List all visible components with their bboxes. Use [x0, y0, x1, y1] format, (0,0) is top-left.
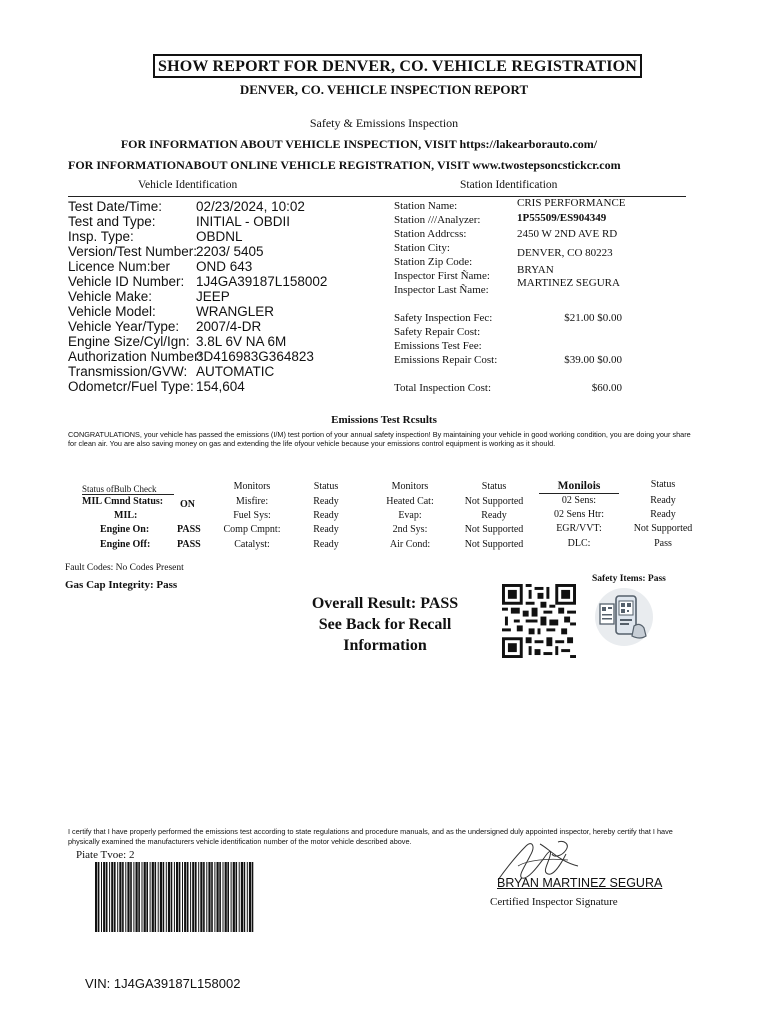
barcode-bar: [187, 862, 189, 932]
barcode-bar: [195, 862, 197, 932]
station-zip-label: Station Zip Code:: [394, 256, 473, 268]
signature-label: Certified Inspector Signature: [490, 896, 618, 908]
barcode-bar: [160, 862, 162, 932]
phone-scan-icon: [594, 586, 654, 648]
barcode-bar: [192, 862, 194, 932]
barcode-bar: [249, 862, 251, 932]
barcode-bar: [136, 862, 138, 932]
barcode-bar: [103, 862, 105, 932]
barcode-bar: [144, 862, 146, 932]
monitor-name: Heated Cat:: [386, 496, 434, 507]
vehicle-row-value: 2007/4-DR: [196, 319, 262, 334]
emissions-fee-row: [394, 340, 622, 352]
safety-fee-row: [394, 312, 622, 324]
inspector-last-name-label: Inspector Last Ñame:: [394, 284, 489, 296]
monitor-status: Ready: [313, 510, 339, 521]
barcode-bar: [163, 862, 165, 932]
barcode-bar: [244, 862, 246, 932]
barcode-bar: [252, 862, 254, 932]
mil-cmnd-label: MIL Cmnd Status:: [82, 496, 164, 507]
vehicle-row-label: Authorization Number:: [68, 349, 203, 364]
vehicle-row-value: JEEP: [196, 289, 230, 304]
safety-repair-row: [394, 326, 622, 338]
monitor-status: Ready: [313, 524, 339, 535]
inspector-last-name-value: MARTINEZ SEGURA: [517, 277, 620, 289]
barcode-bar: [219, 862, 221, 932]
report-subtitle: DENVER, CO. VEHICLE INSPECTION REPORT: [239, 82, 529, 97]
monitor-name: Catalyst:: [234, 539, 270, 550]
barcode-bar: [111, 862, 113, 932]
mil-cmnd-value: ON: [180, 499, 195, 510]
barcode-bar: [231, 862, 232, 932]
barcode-bar: [200, 862, 202, 932]
barcode-bar: [236, 862, 238, 932]
monitor-status: Ready: [481, 510, 507, 521]
total-cost-row: [394, 382, 622, 394]
barcode-bar: [214, 862, 215, 932]
monitor-status: Pass: [654, 538, 672, 549]
barcode-bar: [117, 862, 118, 932]
station-city-label: Station City:: [394, 242, 450, 254]
vehicle-row-label: Engine Size/Cyl/Ign:: [68, 334, 190, 349]
station-address-value: 2450 W 2ND AVE RD: [517, 228, 618, 240]
monitor-name: Fuel Sys:: [233, 510, 271, 521]
barcode-bar: [158, 862, 159, 932]
station-city-value: DENVER, CO 80223: [517, 247, 613, 259]
barcode-bar: [171, 862, 173, 932]
barcode-bar: [109, 862, 110, 932]
vin-footer: [85, 976, 240, 991]
barcode-bar: [182, 862, 183, 932]
barcode-bar: [133, 862, 134, 932]
barcode-bar: [211, 862, 213, 932]
registration-info-line: FOR INFORMATIONABOUT ONLINE VEHICLE REGISTRATION, VISIT www.twostepsoncstickcr.com: [68, 158, 621, 172]
overall-result: [300, 593, 470, 656]
barcode-bar: [146, 862, 148, 932]
engine-off-label: Engine Off:: [100, 539, 151, 550]
vehicle-row-value: OND 643: [196, 259, 253, 274]
barcode-bar: [127, 862, 129, 932]
inspection-info-line: FOR INFORMATION ABOUT VEHICLE INSPECTION, VISIT https://lakearborauto.com/: [120, 137, 598, 151]
monitor-status: Not Supported: [464, 539, 524, 550]
barcode-bar: [152, 862, 154, 932]
vehicle-row-label: Odometcr/Fuel Type:: [68, 379, 194, 394]
barcode-bar: [217, 862, 219, 932]
monitor-name: 02 Sens:: [561, 495, 597, 506]
monitors-col2-header: Monitors: [391, 481, 429, 492]
barcode-bar: [168, 862, 170, 932]
barcode-bar: [225, 862, 227, 932]
barcode-bar: [179, 862, 181, 932]
status-col3-header: Status: [650, 479, 676, 490]
barcode-bar: [247, 862, 248, 932]
monitor-status: Not Supported: [464, 524, 524, 535]
barcode-bar: [150, 862, 151, 932]
emissions-fee-label: Emissions Test Fee:: [394, 340, 482, 352]
safety-fee-label: Safety Inspection Fec:: [394, 312, 493, 324]
engine-on-label: Engine On:: [100, 524, 150, 535]
barcode-bar: [155, 862, 157, 932]
emissions-results-text: CONGRATULATIONS, your vehicle has passed the emissions (I/M) test portion of your annual safety inspection! By maintaining your vehicle in good working condition, you are doing your share for clean air. You are also saving money on gas and extending the life ofyour vehicle because your emissions control equipment is working as it should.: [68, 430, 691, 448]
emissions-results-title: Emissions Test Rcsults: [331, 414, 437, 426]
vehicle-row-value: WRANGLER: [196, 304, 275, 319]
monitor-name: Air Cond:: [389, 539, 431, 550]
station-identification-heading: Station Identification: [460, 179, 558, 191]
vehicle-row-label: Transmission/GVW:: [68, 364, 188, 379]
vehicle-row-label: Insp. Type:: [68, 229, 134, 244]
barcode-bar: [206, 862, 207, 932]
barcode-bar: [130, 862, 132, 932]
station-name-label: Station Name:: [394, 200, 458, 212]
fault-codes: Fault Codes: No Codes Present: [65, 563, 184, 573]
total-cost-label: Total Inspection Cost:: [394, 382, 491, 394]
inspector-signature-name: BRYAN MARTINEZ SEGURA: [497, 876, 663, 890]
monitor-status: Ready: [650, 509, 676, 520]
vehicle-row-label: Test and Type:: [68, 214, 156, 229]
status-col1-header: Status: [313, 481, 339, 492]
inspector-first-name-value: BRYAN: [517, 264, 554, 276]
station-analyzer-value: 1P55509/ES904349: [517, 212, 607, 224]
information-line: Information: [343, 637, 427, 654]
barcode-bar: [95, 862, 97, 932]
monitors-col1-header: Monitors: [233, 481, 271, 492]
vehicle-row-value: OBDNL: [196, 229, 243, 244]
plate-type: Piate Tvoe: 2: [76, 849, 135, 861]
qr-code-icon: [502, 584, 576, 658]
barcode-bar: [101, 862, 102, 932]
monitor-name: DLC:: [567, 538, 591, 549]
vehicle-row-label: Vehicle Make:: [68, 289, 153, 304]
barcode-bar: [98, 862, 100, 932]
monitor-name: 02 Sens Htr:: [554, 509, 604, 520]
inspection-type-line: Safety & Emissions Inspection: [309, 116, 459, 130]
overall-result-line: Overall Result: PASS: [311, 595, 459, 612]
monitor-name: Misfire:: [235, 496, 269, 507]
barcode-bar: [227, 862, 229, 932]
vehicle-row-value: 1J4GA39187L158002: [196, 274, 328, 289]
station-address-label: Station Addrcss:: [394, 228, 467, 240]
barcode-bar: [122, 862, 124, 932]
monitors-col3-header: Monilois: [539, 479, 619, 494]
emissions-fee-value: $39.00 $0.00: [564, 354, 622, 366]
barcode-bar: [233, 862, 235, 932]
vehicle-row-value: INITIAL - OBDII: [196, 214, 291, 229]
monitor-name: 2nd Sys:: [392, 524, 428, 535]
monitor-status: Ready: [650, 495, 676, 506]
barcode-bar: [190, 862, 191, 932]
vin-label: VIN:: [85, 976, 111, 991]
report-title: SHOW REPORT FOR DENVER, CO. VEHICLE REGISTRATION: [153, 54, 642, 78]
barcode-bar: [106, 862, 108, 932]
vehicle-row-label: Version/Test Number:: [68, 244, 198, 259]
barcode-bar: [239, 862, 240, 932]
vehicle-row-label: Vehicle ID Number:: [68, 274, 185, 289]
engine-off-value: PASS: [177, 539, 201, 550]
barcode-bar: [125, 862, 126, 932]
barcode-bar: [119, 862, 121, 932]
monitor-name: EGR/VVT:: [556, 523, 602, 534]
monitor-name: Evap:: [398, 510, 422, 521]
vehicle-row-value: 3.8L 6V NA 6M: [196, 334, 287, 349]
barcode-bar: [174, 862, 175, 932]
monitor-status: Ready: [313, 496, 339, 507]
vehicle-row-value: 2203/ 5405: [196, 244, 264, 259]
emissions-repair-label: Emissions Repair Cost:: [394, 354, 498, 366]
barcode-bar: [142, 862, 143, 932]
vehicle-row-label: Licence Num:ber: [68, 259, 171, 274]
vehicle-row-value: AUTOMATIC: [196, 364, 275, 379]
barcode-bar: [184, 862, 186, 932]
vehicle-row-label: Vehicle Model:: [68, 304, 156, 319]
bulb-check-title: Status ofBulb Check: [82, 484, 174, 495]
vehicle-row-value: 154,604: [196, 379, 245, 394]
barcode-bar: [166, 862, 167, 932]
safety-fee-value: $21.00 $0.00: [564, 312, 622, 324]
status-col2-header: Status: [481, 481, 507, 492]
barcode-bar: [241, 862, 243, 932]
barcode-bar: [203, 862, 205, 932]
monitor-status: Ready: [313, 539, 339, 550]
monitor-status: Not Supported: [633, 523, 693, 534]
station-name-value: CRIS PERFORMANCE: [517, 197, 626, 209]
barcode-icon: [95, 862, 255, 932]
barcode-bar: [198, 862, 199, 932]
vehicle-row-label: Vehicle Year/Type:: [68, 319, 180, 334]
barcode-bar: [114, 862, 116, 932]
barcode-bar: [223, 862, 224, 932]
certification-text: I certify that I have properly performed the emissions test according to state regulations and procedure manuals, and as the undersigned duly appointed inspector, hereby certify that I have physically examined the manufacturers vehicle identification number of the motor vehicle described above.: [68, 827, 673, 846]
safety-repair-label: Safety Repair Cost:: [394, 326, 481, 338]
gas-cap-integrity: Gas Cap Integrity: Pass: [65, 579, 178, 591]
recall-line: See Back for Recall: [318, 616, 452, 633]
monitor-name: Comp Cmpnt:: [223, 524, 281, 535]
barcode-bar: [138, 862, 140, 932]
mil-label: MIL:: [114, 510, 138, 521]
inspector-first-name-label: Inspector First Ñame:: [394, 270, 490, 282]
vin-value: 1J4GA39187L158002: [113, 976, 241, 991]
vehicle-identification-heading: Vehicle Identification: [138, 179, 238, 191]
barcode-bar: [208, 862, 210, 932]
total-cost-value: $60.00: [591, 382, 622, 394]
safety-items-status: Safety Items: Pass: [592, 574, 666, 584]
emissions-repair-row: [394, 354, 622, 366]
vehicle-row-value: 3D416983G364823: [196, 349, 314, 364]
engine-on-value: PASS: [177, 524, 201, 535]
barcode-bar: [176, 862, 178, 932]
station-analyzer-label: Station ///Analyzer:: [394, 214, 481, 226]
vehicle-row-label: Test Date/Time:: [68, 199, 163, 214]
vehicle-row-value: 02/23/2024, 10:02: [196, 199, 305, 214]
monitor-status: Not Supported: [464, 496, 524, 507]
